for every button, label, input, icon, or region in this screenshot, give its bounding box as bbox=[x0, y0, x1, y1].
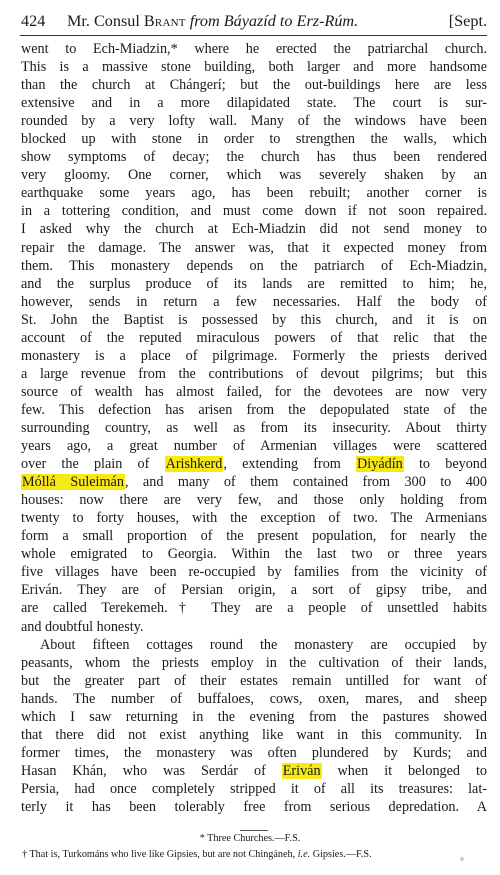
text-line: but the greater part of their estates remain untilled for want of bbox=[21, 672, 487, 689]
footnote-text: Gipsies.—F.S. bbox=[310, 849, 372, 860]
text-line-highlighted bbox=[21, 762, 487, 780]
text-line: Eriván. They are of Persian origin, a sort of gipsy tribe, and bbox=[21, 582, 487, 599]
text-line: twenty to forty houses, with the exception of two. The Armenians bbox=[21, 510, 487, 527]
text-fragment: , and many of them contained from 300 to 400 bbox=[124, 474, 487, 491]
header-rule bbox=[20, 35, 487, 36]
text-line: which I saw returning in the evening from the pastures showed bbox=[21, 708, 487, 725]
text-line: peasants, whom the priests employ in the cultivation of their lands, bbox=[21, 654, 487, 671]
title-prefix: Mr. Consul bbox=[67, 12, 140, 30]
highlight-arishkerd: Arishkerd bbox=[165, 456, 223, 473]
text-line: Persia, had once completely stripped it of all its treasures: lat- bbox=[21, 780, 487, 797]
text-line-paragraph-start: About fifteen cottages round the monastery are occupied by bbox=[40, 636, 487, 653]
footnote-text: † That is, Turkománs who live like Gipsies, but are not Chingáneh, bbox=[22, 849, 298, 860]
text-line: hands. The number of buffaloes, cows, oxen, mares, and sheep bbox=[21, 690, 487, 707]
text-line: I asked why the church at Ech-Miadzin did not send money to bbox=[21, 221, 487, 238]
text-line: earthquake some years ago, has been rebuilt; another corner is bbox=[21, 185, 487, 202]
text-line: few. This defection has arisen from the depopulated state of the bbox=[21, 401, 487, 418]
running-month: [Sept. bbox=[448, 12, 487, 30]
title-route: Báyazíd to Erz-Rúm. bbox=[223, 12, 359, 30]
highlight-erivan: Eriván bbox=[282, 762, 321, 779]
text-line: monastery is a place of pilgrimage. Formerly the priests derived bbox=[21, 347, 487, 364]
text-fragment: , extending from bbox=[223, 456, 357, 473]
text-line: houses: now there are very few, and those only holding from bbox=[21, 492, 487, 509]
highlight-diyadin: Diyádín bbox=[357, 456, 403, 473]
text-line: very gloomy. One corner, which was severely shaken by an bbox=[21, 167, 487, 184]
text-line: St. John the Baptist is possessed by this church, and it is on bbox=[21, 311, 487, 328]
text-line: former times, the monastery was often plundered by Kurds; and bbox=[21, 744, 487, 761]
text-line-highlighted bbox=[21, 455, 487, 473]
footnote-turkomans bbox=[22, 848, 372, 861]
text-line: and the surplus produce of its lands are remitted to him; he, bbox=[21, 275, 487, 292]
text-fragment: to beyond bbox=[403, 456, 487, 473]
text-fragment: Hasan Khán, who was Serdár of bbox=[21, 762, 282, 779]
text-line: are called Terekemeh.† They are a people of unsettled habits bbox=[21, 600, 487, 617]
text-line: form a small proportion of the present population, for nearly the bbox=[21, 528, 487, 545]
text-line: terly it has been tolerably free from serious depredation. A bbox=[21, 798, 487, 815]
text-line: source of wealth has almost failed, for the devotees are now very bbox=[21, 383, 487, 400]
text-line: rounded by a very lofty wall. Many of the windows have been bbox=[21, 113, 487, 130]
running-title bbox=[67, 10, 358, 32]
text-line: show symptoms of decay; the church has thus been rendered bbox=[21, 149, 487, 166]
footnote-three-churches: * Three Churches.—F.S. bbox=[199, 833, 301, 844]
text-line-highlighted bbox=[21, 473, 487, 491]
title-name: Brant bbox=[143, 12, 186, 30]
text-line: a large revenue from the contributions of devout pilgrims; but this bbox=[21, 365, 487, 382]
text-line: repair the damage. The answer was, that it expected money from bbox=[21, 239, 487, 256]
footnote-rule bbox=[240, 830, 268, 831]
running-header bbox=[21, 10, 487, 32]
text-line: that there did not exist anything like want in this community. In bbox=[21, 726, 487, 743]
text-line: blocked up with stone in order to strengthen the walls, which bbox=[21, 131, 487, 148]
text-line-paragraph-end: and doubtful honesty. bbox=[21, 618, 144, 635]
highlight-molla-suleiman: Móllá Suleimán bbox=[22, 474, 124, 491]
text-line: years ago, a great number of Armenian villages were scattered bbox=[21, 438, 487, 455]
body-text bbox=[21, 40, 487, 816]
text-line: whole emigrated to Georgia. Within the last two or three years bbox=[21, 546, 487, 563]
text-line: This is a massive stone building, both larger and more handsome bbox=[21, 59, 487, 76]
text-line: five villages have been re-occupied by families from the vicinity of bbox=[21, 564, 487, 581]
text-line: extensive and in a more dilapidated state. The court is sur- bbox=[21, 95, 487, 112]
text-line: than the church at Chángerí; but the out-buildings here are less bbox=[21, 77, 487, 94]
title-from: from bbox=[189, 12, 220, 30]
text-line: went to Ech-Miadzin,* where he erected the patriarchal church. bbox=[21, 41, 487, 57]
text-line: account of the reputed miraculous powers of that relic that the bbox=[21, 329, 487, 346]
text-line: in a tottering condition, and must come down if not soon repaired. bbox=[21, 203, 487, 220]
text-fragment: when it belonged to bbox=[321, 762, 487, 779]
text-line: however, sends in return a few necessaries. Half the body of bbox=[21, 293, 487, 310]
footnote-ie: i.e. bbox=[297, 849, 311, 860]
page-number: 424 bbox=[21, 12, 46, 30]
page-speck bbox=[460, 857, 464, 861]
text-fragment: over the plain of bbox=[21, 456, 165, 473]
text-line: them. This monastery depends on the patriarch of Ech-Miadzin, bbox=[21, 257, 487, 274]
text-line: surrounding country, as well as from its insecurity. About thirty bbox=[21, 419, 487, 436]
